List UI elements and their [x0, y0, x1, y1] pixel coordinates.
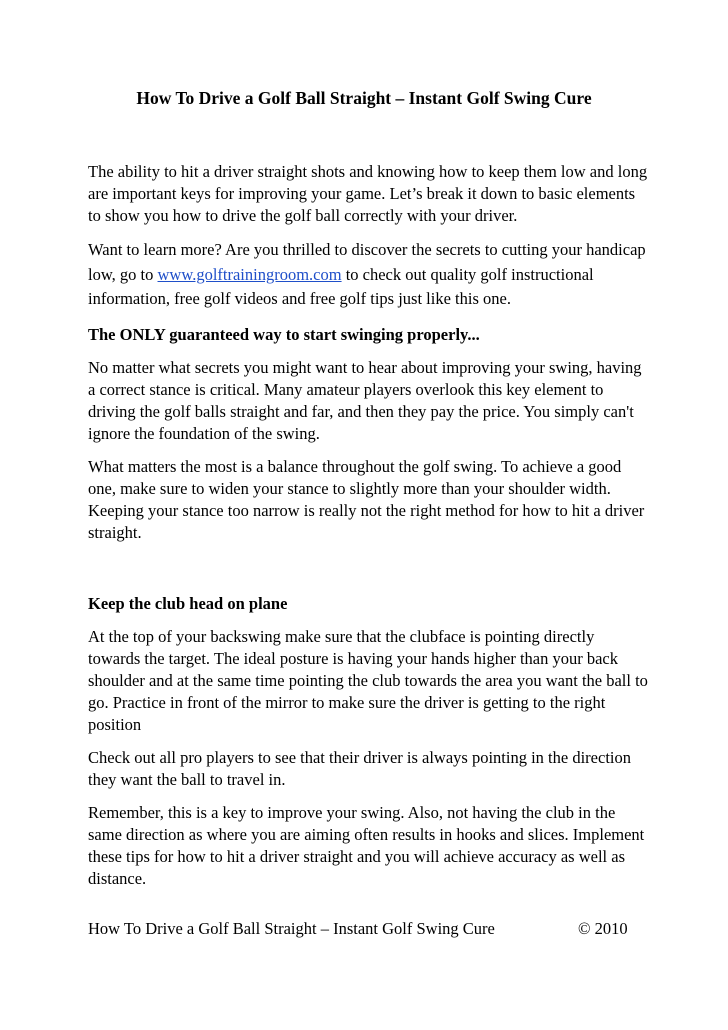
footer-copyright: © 2010: [578, 919, 628, 938]
section-1-paragraph-1: No matter what secrets you might want to hear about improving your swing, having a correct stance is critical. Many amateur players overlook this key element to driving the golf balls straight and far, and then they pay the price. You simply can't ignore the foundation of the swing.: [88, 357, 642, 443]
intro-paragraph-2-text-before: Want to learn more? Are you thrilled to discover the secrets to cutting your handicap low, go to: [88, 240, 646, 284]
section-2-paragraph-1: At the top of your backswing make sure that the clubface is pointing directly towards the target. The ideal posture is having your hands higher than your back shoulder and at the same time pointing the club towards the area you want the ball to go. Practice in front of the mirror to make sure the driver is getting to the right position: [88, 626, 648, 734]
golftrainingroom-link[interactable]: www.golftrainingroom.com: [157, 264, 342, 284]
section-2-paragraph-3: Remember, this is a key to improve your swing. Also, not having the club in the same direction as where you are aiming often results in hooks and slices. Implement these tips for how to hit a driver straight and you will achieve accuracy as well as distance.: [88, 802, 645, 888]
section-1-paragraph-2: What matters the most is a balance throughout the golf swing. To achieve a good one, make sure to widen your stance to slightly more than your shoulder width. Keeping your stance too narrow is really not the right method for how to hit a driver straight.: [88, 456, 645, 542]
footer-title: How To Drive a Golf Ball Straight – Instant Golf Swing Cure: [88, 919, 495, 938]
intro-paragraph-1: The ability to hit a driver straight shots and knowing how to keep them low and long are important keys for improving your game. Let’s break it down to basic elements to show you how to drive the golf ball correctly with your driver.: [88, 162, 648, 225]
document-body: [88, 161, 648, 890]
section-2-heading: Keep the club head on plane: [88, 593, 288, 613]
document-title: How To Drive a Golf Ball Straight – Instant Golf Swing Cure: [136, 88, 592, 108]
intro-paragraph-2: [88, 238, 648, 312]
intro-paragraph-2-text-after: to check out quality golf instructional information, free golf videos and free golf tips just like this one.: [88, 264, 594, 308]
section-2-paragraph-2: Check out all pro players to see that their driver is always pointing in the direction they want the ball to travel in.: [88, 747, 631, 789]
section-1-heading: The ONLY guaranteed way to start swinging properly...: [88, 324, 480, 344]
